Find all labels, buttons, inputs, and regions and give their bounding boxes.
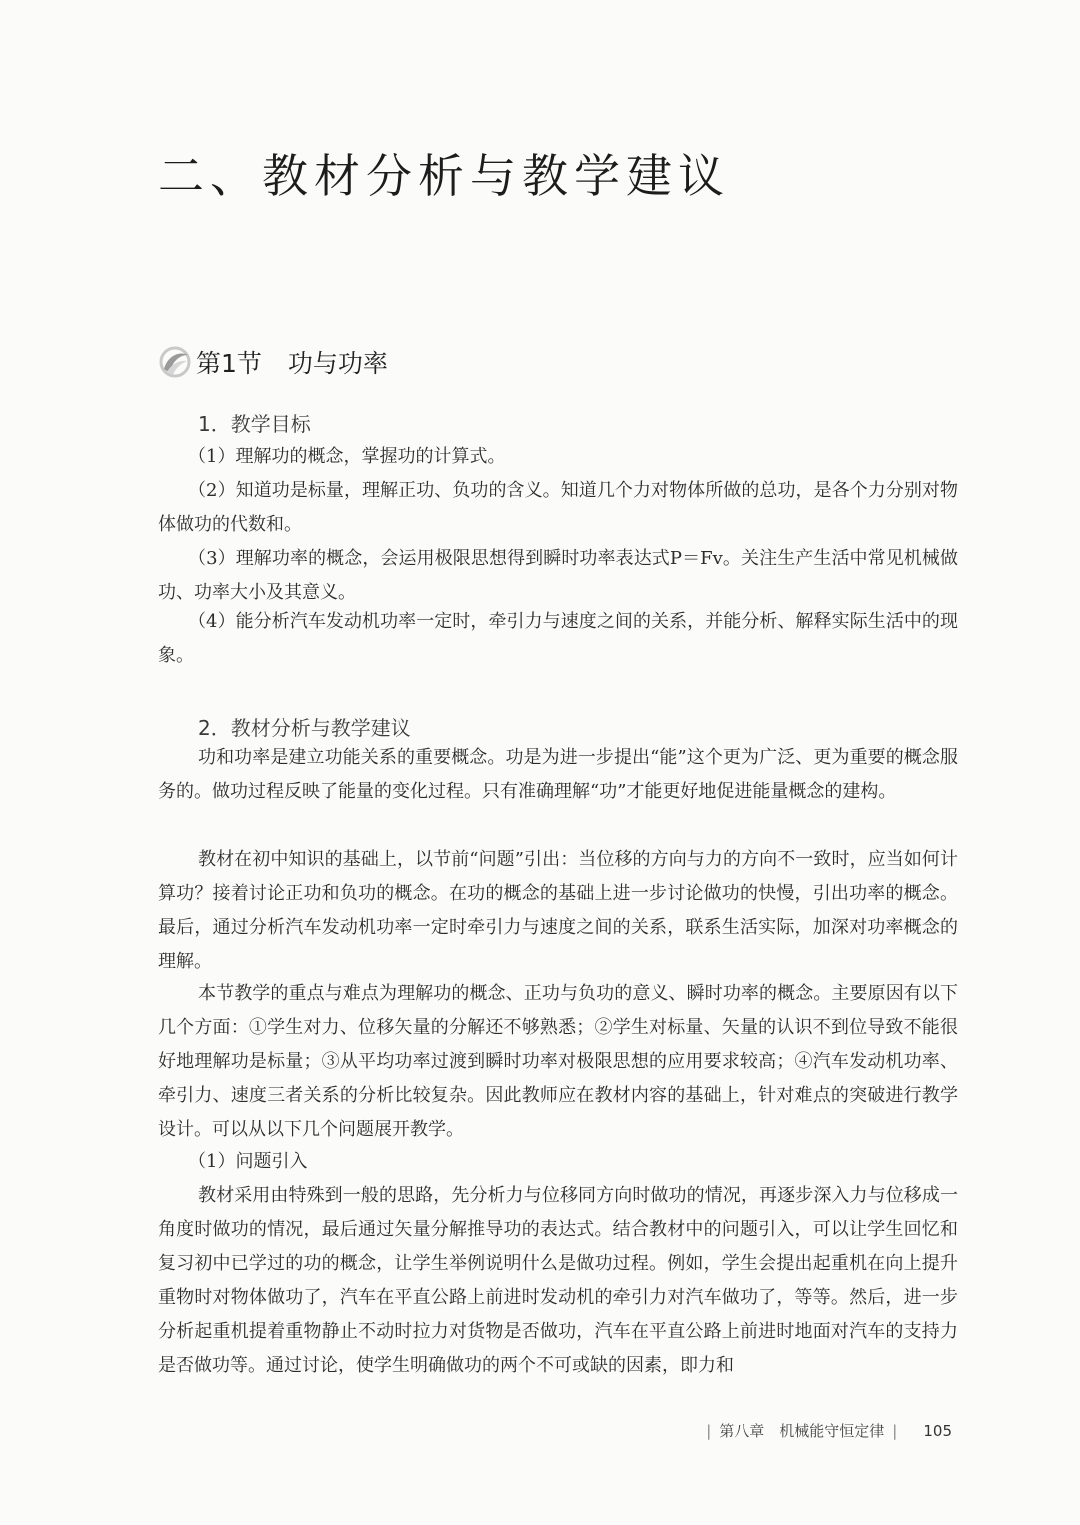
objective-item-3: （3）理解功率的概念，会运用极限思想得到瞬时功率表达式P＝Fv。关注生产生活中常见机械做功、功率大小及其意义。 — [158, 548, 958, 603]
analysis-paragraph-1: 功和功率是建立功能关系的重要概念。功是为进一步提出“能”这个更为广泛、更为重要的概念服务的。做功过程反映了能量的变化过程。只有准确理解“功”才能更好地促进能量概念的建构。 — [158, 747, 958, 802]
analysis-heading: 2．教材分析与教学建议 — [198, 716, 411, 740]
section-number: 第1节 — [196, 349, 262, 378]
analysis-paragraph-2: 教材在初中知识的基础上，以节前“问题”引出：当位移的方向与力的方向不一致时，应当如何计算功？接着讨论正功和负功的概念。在功的概念的基础上进一步讨论做功的快慢，引出功率的概念。最后，通过分析汽车发动机功率一定时牵引力与速度之间的关系，联系生活实际，加深对功率概念的理解。 — [158, 849, 958, 972]
section-title — [196, 344, 388, 380]
objectives-heading: 1．教学目标 — [198, 412, 311, 436]
page-footer — [698, 1420, 952, 1441]
analysis-paragraph-3: 本节教学的重点与难点为理解功的概念、正功与负功的意义、瞬时功率的概念。主要原因有以下几个方面：①学生对力、位移矢量的分解还不够熟悉；②学生对标量、矢量的认识不到位导致不能很好地理解功是标量；③从平均功率过渡到瞬时功率对极限思想的应用要求较高；④汽车发动机功率、牵引力、速度三者关系的分析比较复杂。因此教师应在教材内容的基础上，针对难点的突破进行教学设计。可以从以下几个问题展开教学。 — [158, 983, 958, 1140]
footer-chapter: 第八章 机械能守恒定律 — [719, 1422, 885, 1440]
objective-item-4: （4）能分析汽车发动机功率一定时，牵引力与速度之间的关系，并能分析、解释实际生活中的现象。 — [158, 611, 958, 666]
section-swirl-icon — [158, 345, 192, 379]
problem-intro-heading: （1）问题引入 — [188, 1151, 308, 1172]
section-name: 功与功率 — [287, 349, 388, 378]
page-number: 105 — [923, 1422, 952, 1440]
chapter-title: 二、教材分析与教学建议 — [158, 149, 730, 203]
section-header — [158, 342, 388, 382]
footer-divider-left: | — [706, 1422, 712, 1440]
objective-item-2: （2）知道功是标量，理解正功、负功的含义。知道几个力对物体所做的总功，是各个力分别对物体做功的代数和。 — [158, 480, 958, 535]
objective-item-1: （1）理解功的概念，掌握功的计算式。 — [188, 446, 506, 467]
footer-divider-right: | — [892, 1422, 898, 1440]
problem-intro-paragraph: 教材采用由特殊到一般的思路，先分析力与位移同方向时做功的情况，再逐步深入力与位移成一角度时做功的情况，最后通过矢量分解推导功的表达式。结合教材中的问题引入，可以让学生回忆和复习初中已学过的功的概念，让学生举例说明什么是做功过程。例如，学生会提出起重机在向上提升重物时对物体做功了，汽车在平直公路上前进时发动机的牵引力对汽车做功了，等等。然后，进一步分析起重机提着重物静止不动时拉力对货物是否做功，汽车在平直公路上前进时地面对汽车的支持力是否做功等。通过讨论，使学生明确做功的两个不可或缺的因素，即力和 — [158, 1185, 958, 1376]
